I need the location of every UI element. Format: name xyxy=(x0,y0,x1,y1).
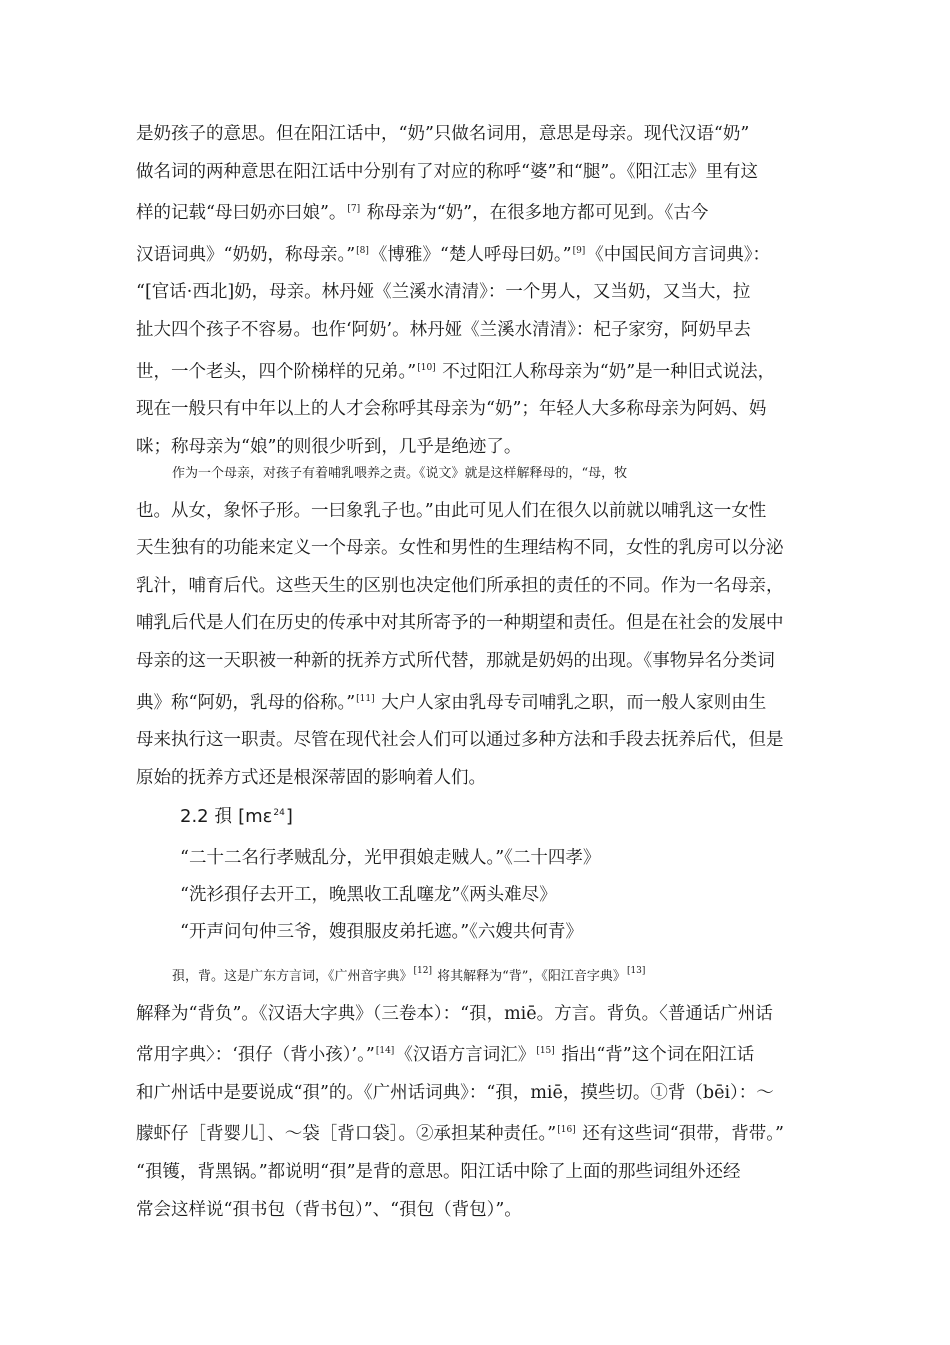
text-line: 天生独有的功能来定义一个母亲。女性和男性的生理结构不同，女性的乳房可以分泌 xyxy=(136,538,784,559)
section-heading-2-2 xyxy=(180,797,293,833)
text-line: 汉语词典》“奶奶，称母亲。”[8]《博雅》“楚人呼母曰奶。”[9]《中国民间方言词典》： xyxy=(136,244,771,265)
text-line: 和广州话中是要说成“孭”的。《广州话词典》：“孭，miē，摸些切。①背（bēi）：～ xyxy=(136,1082,774,1103)
text-line: “[官话·西北]奶，母亲。林丹娅《兰溪水清清》：一个男人，又当奶，又当大，拉 xyxy=(136,282,751,303)
citation-marker: [16] xyxy=(557,1125,576,1136)
citation-marker: [13] xyxy=(626,966,646,976)
citation-marker: [12] xyxy=(413,966,432,976)
citation-marker: [7] xyxy=(347,204,361,215)
text-line: 世，一个老头，四个阶梯样的兄弟。”[10] 不过阳江人称母亲为“奶”是一种旧式说法， xyxy=(136,361,776,382)
text-line: 常会这样说“孭书包（背书包）”、“孭包（背包）”。 xyxy=(136,1199,522,1220)
text-line: 哺乳后代是人们在历史的传承中对其所寄予的一种期望和责任。但是在社会的发展中 xyxy=(136,613,784,634)
text-line: 作为一个母亲，对孩子有着哺乳喂养之责。《说文》就是这样解释母的，“母，牧 xyxy=(172,466,628,481)
text-line: 扯大四个孩子不容易。也作‘阿奶’。林丹娅《兰溪水清清》：杞子家穷，阿奶早去 xyxy=(136,319,751,340)
citation-marker: [8] xyxy=(356,245,369,256)
section-number: 2.2 xyxy=(180,806,209,827)
text-line: “孭镬，背黑锅。”都说明“孭”是背的意思。阳江话中除了上面的那些词组外还经 xyxy=(136,1161,741,1182)
text-line: 朦虾仔［背婴儿］、～袋［背口袋］。②承担某种责任。”[16] 还有这些词“孭带，背带。” xyxy=(136,1124,784,1145)
text-line: 现在一般只有中年以上的人才会称呼其母亲为“奶”；年轻人大多称母亲为阿妈、妈 xyxy=(136,399,767,420)
paragraph-mie-carry xyxy=(136,953,836,1229)
quote-line-2: “洗衫孭仔去开工，晚黑收工乱噻龙”《两头难尽》 xyxy=(180,885,557,905)
text-line: 解释为“背负”。《汉语大字典》（三卷本）：“孭，miē。方言。背负。〈普通话广州话 xyxy=(136,1003,773,1024)
section-character: 孭 xyxy=(214,806,233,827)
citation-marker: [15] xyxy=(536,1046,555,1057)
section-ipa: [mɛ xyxy=(238,806,273,827)
paragraph-nai-mother xyxy=(136,116,836,466)
text-line: 母亲的这一天职被一种新的抚养方式所代替，那就是奶妈的出现。《事物异名分类词 xyxy=(136,650,775,671)
text-line: 孭，背。这是广东方言词，《广州音字典》[12] 将其解释为“背”，《阳江音字典》[13] xyxy=(172,966,646,984)
text-line: 做名词的两种意思在阳江话中分别有了对应的称呼“婆”和“腿”。《阳江志》里有这 xyxy=(136,161,759,182)
text-line: 常用字典〉：‘孭仔（背小孩）’。”[14]《汉语方言词汇》[15] 指出“背”这个词在阳江话 xyxy=(136,1045,755,1066)
section-tone: 24 xyxy=(273,808,285,818)
citation-marker: [11] xyxy=(356,693,375,704)
text-line: 样的记载“母曰奶亦曰娘”。[7] 称母亲为“奶”，在很多地方都可见到。《古今 xyxy=(136,203,709,224)
text-line: 母来执行这一职责。尽管在现代社会人们可以通过多种方法和手段去抚养后代，但是 xyxy=(136,730,784,751)
citation-marker: [9] xyxy=(572,245,586,256)
text-line: 咪；称母亲为“娘”的则很少听到，几乎是绝迹了。 xyxy=(136,436,522,457)
section-close-bracket: ] xyxy=(285,806,293,827)
citation-marker: [14] xyxy=(375,1046,395,1057)
paragraph-nursing-duty xyxy=(136,455,836,797)
quote-line-3: “开声问句仲三爷，嫂孭服皮弟托遮。”《六嫂共何青》 xyxy=(180,922,583,942)
text-line: 典》称“阿奶，乳母的俗称。”[11] 大户人家由乳母专司哺乳之职，而一般人家则由生 xyxy=(136,692,767,713)
text-line: 是奶孩子的意思。但在阳江话中，“奶”只做名词用，意思是母亲。现代汉语“奶” xyxy=(136,124,750,144)
text-line: 原始的抚养方式还是根深蒂固的影响着人们。 xyxy=(136,767,486,788)
quote-line-1: “二十二名行孝贼乱分，光甲孭娘走贼人。”《二十四孝》 xyxy=(180,848,601,868)
text-line: 也。从女，象怀子形。一曰象乳子也。”由此可见人们在很久以前就以哺乳这一女性 xyxy=(136,500,767,521)
text-line: 乳汁，哺育后代。这些天生的区别也决定他们所承担的责任的不同。作为一名母亲， xyxy=(136,575,784,596)
citation-marker: [10] xyxy=(417,362,436,373)
